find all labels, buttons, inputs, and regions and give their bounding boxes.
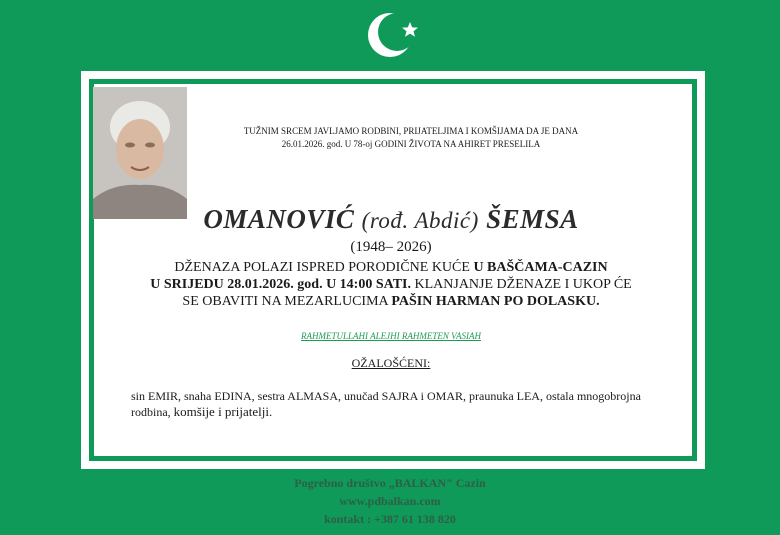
life-years: (1948– 2026) <box>350 239 432 255</box>
first-name: ŠEMSA <box>486 204 579 234</box>
prayer-line: RAHMETULLAHI ALEJHI RAHMETEN VASIAH <box>301 331 481 341</box>
contact-phone: kontakt : +387 61 138 820 <box>324 512 456 526</box>
mourners-list <box>131 389 651 420</box>
crescent-star-icon <box>364 8 426 62</box>
mourners-heading: OŽALOŠĆENI: <box>351 356 431 370</box>
funeral-line-2b: KLANJANJE DŽENAZE I UKOP ĆE <box>410 277 632 292</box>
obituary-card <box>81 71 705 469</box>
mourners-tail: komšije i prijatelji. <box>173 404 273 419</box>
maiden-name: (rođ. Abdić) <box>361 208 479 233</box>
funeral-datetime: U SRIJEDU 28.01.2026. god. U 14:00 SATI. <box>150 277 411 292</box>
intro-line-2: 26.01.2026. god. U 78-oj GODINI ŽIVOTA NA AHIRET PRESELILA <box>281 139 541 149</box>
funeral-line-1a: DŽENAZA POLAZI ISPRED PORODIČNE KUĆE <box>174 260 474 275</box>
funeral-line-3a: SE OBAVITI NA MEZARLUCIMA <box>182 294 392 309</box>
company-name: Pogrebno društvo „BALKAN" Cazin <box>294 476 486 490</box>
mourners-text: sin EMIR, snaha EDINA, sestra ALMASA, unučad SAJRA i OMAR, praunuka LEA, ostala mnogobrojna rodbina, <box>131 389 641 419</box>
funeral-location: U BAŠČAMA-CAZIN <box>473 260 608 275</box>
announcement-intro <box>201 125 621 151</box>
website-link[interactable]: www.pdbalkan.com <box>339 494 441 508</box>
funeral-details <box>111 259 671 310</box>
intro-line-1: TUŽNIM SRCEM JAVLJAMO RODBINI, PRIJATELJIMA I KOMŠIJAMA DA JE DANA <box>243 126 579 136</box>
cemetery-name: PAŠIN HARMAN PO DOLASKU. <box>391 294 600 309</box>
funeral-home-footer <box>0 474 780 528</box>
surname: OMANOVIĆ <box>203 204 355 234</box>
deceased-name <box>111 204 671 235</box>
deceased-photo <box>93 87 187 219</box>
